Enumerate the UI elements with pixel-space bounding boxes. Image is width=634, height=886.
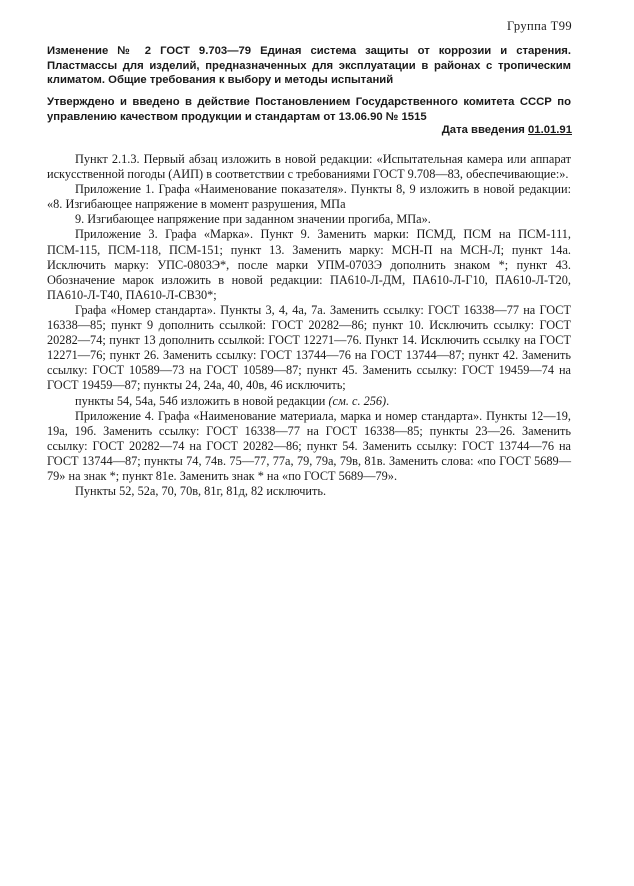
paragraph: 9. Изгибающее напряжение при заданном значении прогиба, МПа». (75, 212, 431, 227)
paragraph-text-end: . (386, 393, 390, 408)
paragraph-text: пункты 54, 54а, 54б изложить в новой редакции (75, 393, 329, 408)
amendment-body (47, 152, 571, 499)
introduction-date-value: 01.01.91 (528, 124, 572, 136)
paragraph: Пункт 2.1.3. Первый абзац изложить в новой редакции: «Испытательная камера или аппарат искусственной погоды (АИП) в соответствии с требованиями ГОСТ 9.708—83, обеспечивающие:». (47, 152, 571, 182)
amendment-title: Изменение № 2 ГОСТ 9.703—79 Единая система защиты от коррозии и старения. Пластмассы для изделий, предназначенных для эксплуатации в районах с тропическим климатом. Общие требования к выбору и методы испытаний (47, 45, 571, 87)
group-label: Группа Т99 (507, 19, 572, 33)
paragraph: Приложение 1. Графа «Наименование показателя». Пункты 8, 9 изложить в новой редакции: «8. Изгибающее напряжение в момент разрушения, МПа (47, 182, 571, 212)
approval-statement: Утверждено и введено в действие Постановлением Государственного комитета СССР по управлению качеством продукции и стандартам от 13.06.90 № 1515 (47, 96, 571, 123)
introduction-date-label: Дата введения (441, 124, 525, 136)
page-reference: (см. с. 256) (328, 393, 387, 408)
paragraph: Графа «Номер стандарта». Пункты 3, 4, 4а, 7а. Заменить ссылку: ГОСТ 16338—77 на ГОСТ 16338—85; пункт 9 дополнить ссылкой: ГОСТ 20282—86; пункт 10. Исключить ссылку: ГОСТ 20282—74; пункт 13 дополнить ссылкой: ГОСТ 12271—76. Пункт 14. Исключить ссылку на ГОСТ 12271—76; пункт 26. Заменить ссылку: ГОСТ 13744—76 на ГОСТ 13744—87; пункт 42. Заменить ссылку: ГОСТ 10589—73 на ГОСТ 10589—87; пункт 45. Заменить ссылку: ГОСТ 19459—74 на ГОСТ 19459—87; пункты 24, 24а, 40, 40в, 46 исключить; (47, 302, 571, 393)
paragraph: Приложение 3. Графа «Марка». Пункт 9. Заменить марки: ПСМД, ПСМ на ПСМ-111, ПСМ-115, ПСМ-118, ПСМ-151; пункт 13. Заменить марку: МСН-П на МСН-Л; пункт 14а. Исключить марку: УПС-0803Э*, после марки УПМ-0703Э дополнить знаком *; пункт 43. Обозначение марок изложить в новой редакции: ПА610-Л-ДМ, ПА610-Л-Г10, ПА610-Л-Т20, ПА610-Л-Т40, ПА610-Л-СВ30*; (47, 227, 571, 302)
introduction-date (442, 124, 572, 136)
paragraph (47, 394, 571, 409)
paragraph: Приложение 4. Графа «Наименование материала, марка и номер стандарта». Пункты 12—19, 19а, 19б. Заменить ссылку: ГОСТ 16338—77 на ГОСТ 16338—85; пункты 23—26. Заменить ссылку: ГОСТ 20282—74 на ГОСТ 20282—86; пункт 54. Заменить ссылку: ГОСТ 13744—76 на ГОСТ 13744—87; пункты 74, 74в. 75—77, 77а, 79, 79а, 79в, 81в. Заменить слова: «по ГОСТ 5689—79» на знак *; пункт 81е. Заменить знак * на «по ГОСТ 5689—79». (47, 408, 571, 483)
paragraph: Пункты 52, 52а, 70, 70в, 81г, 81д, 82 исключить. (75, 484, 327, 499)
